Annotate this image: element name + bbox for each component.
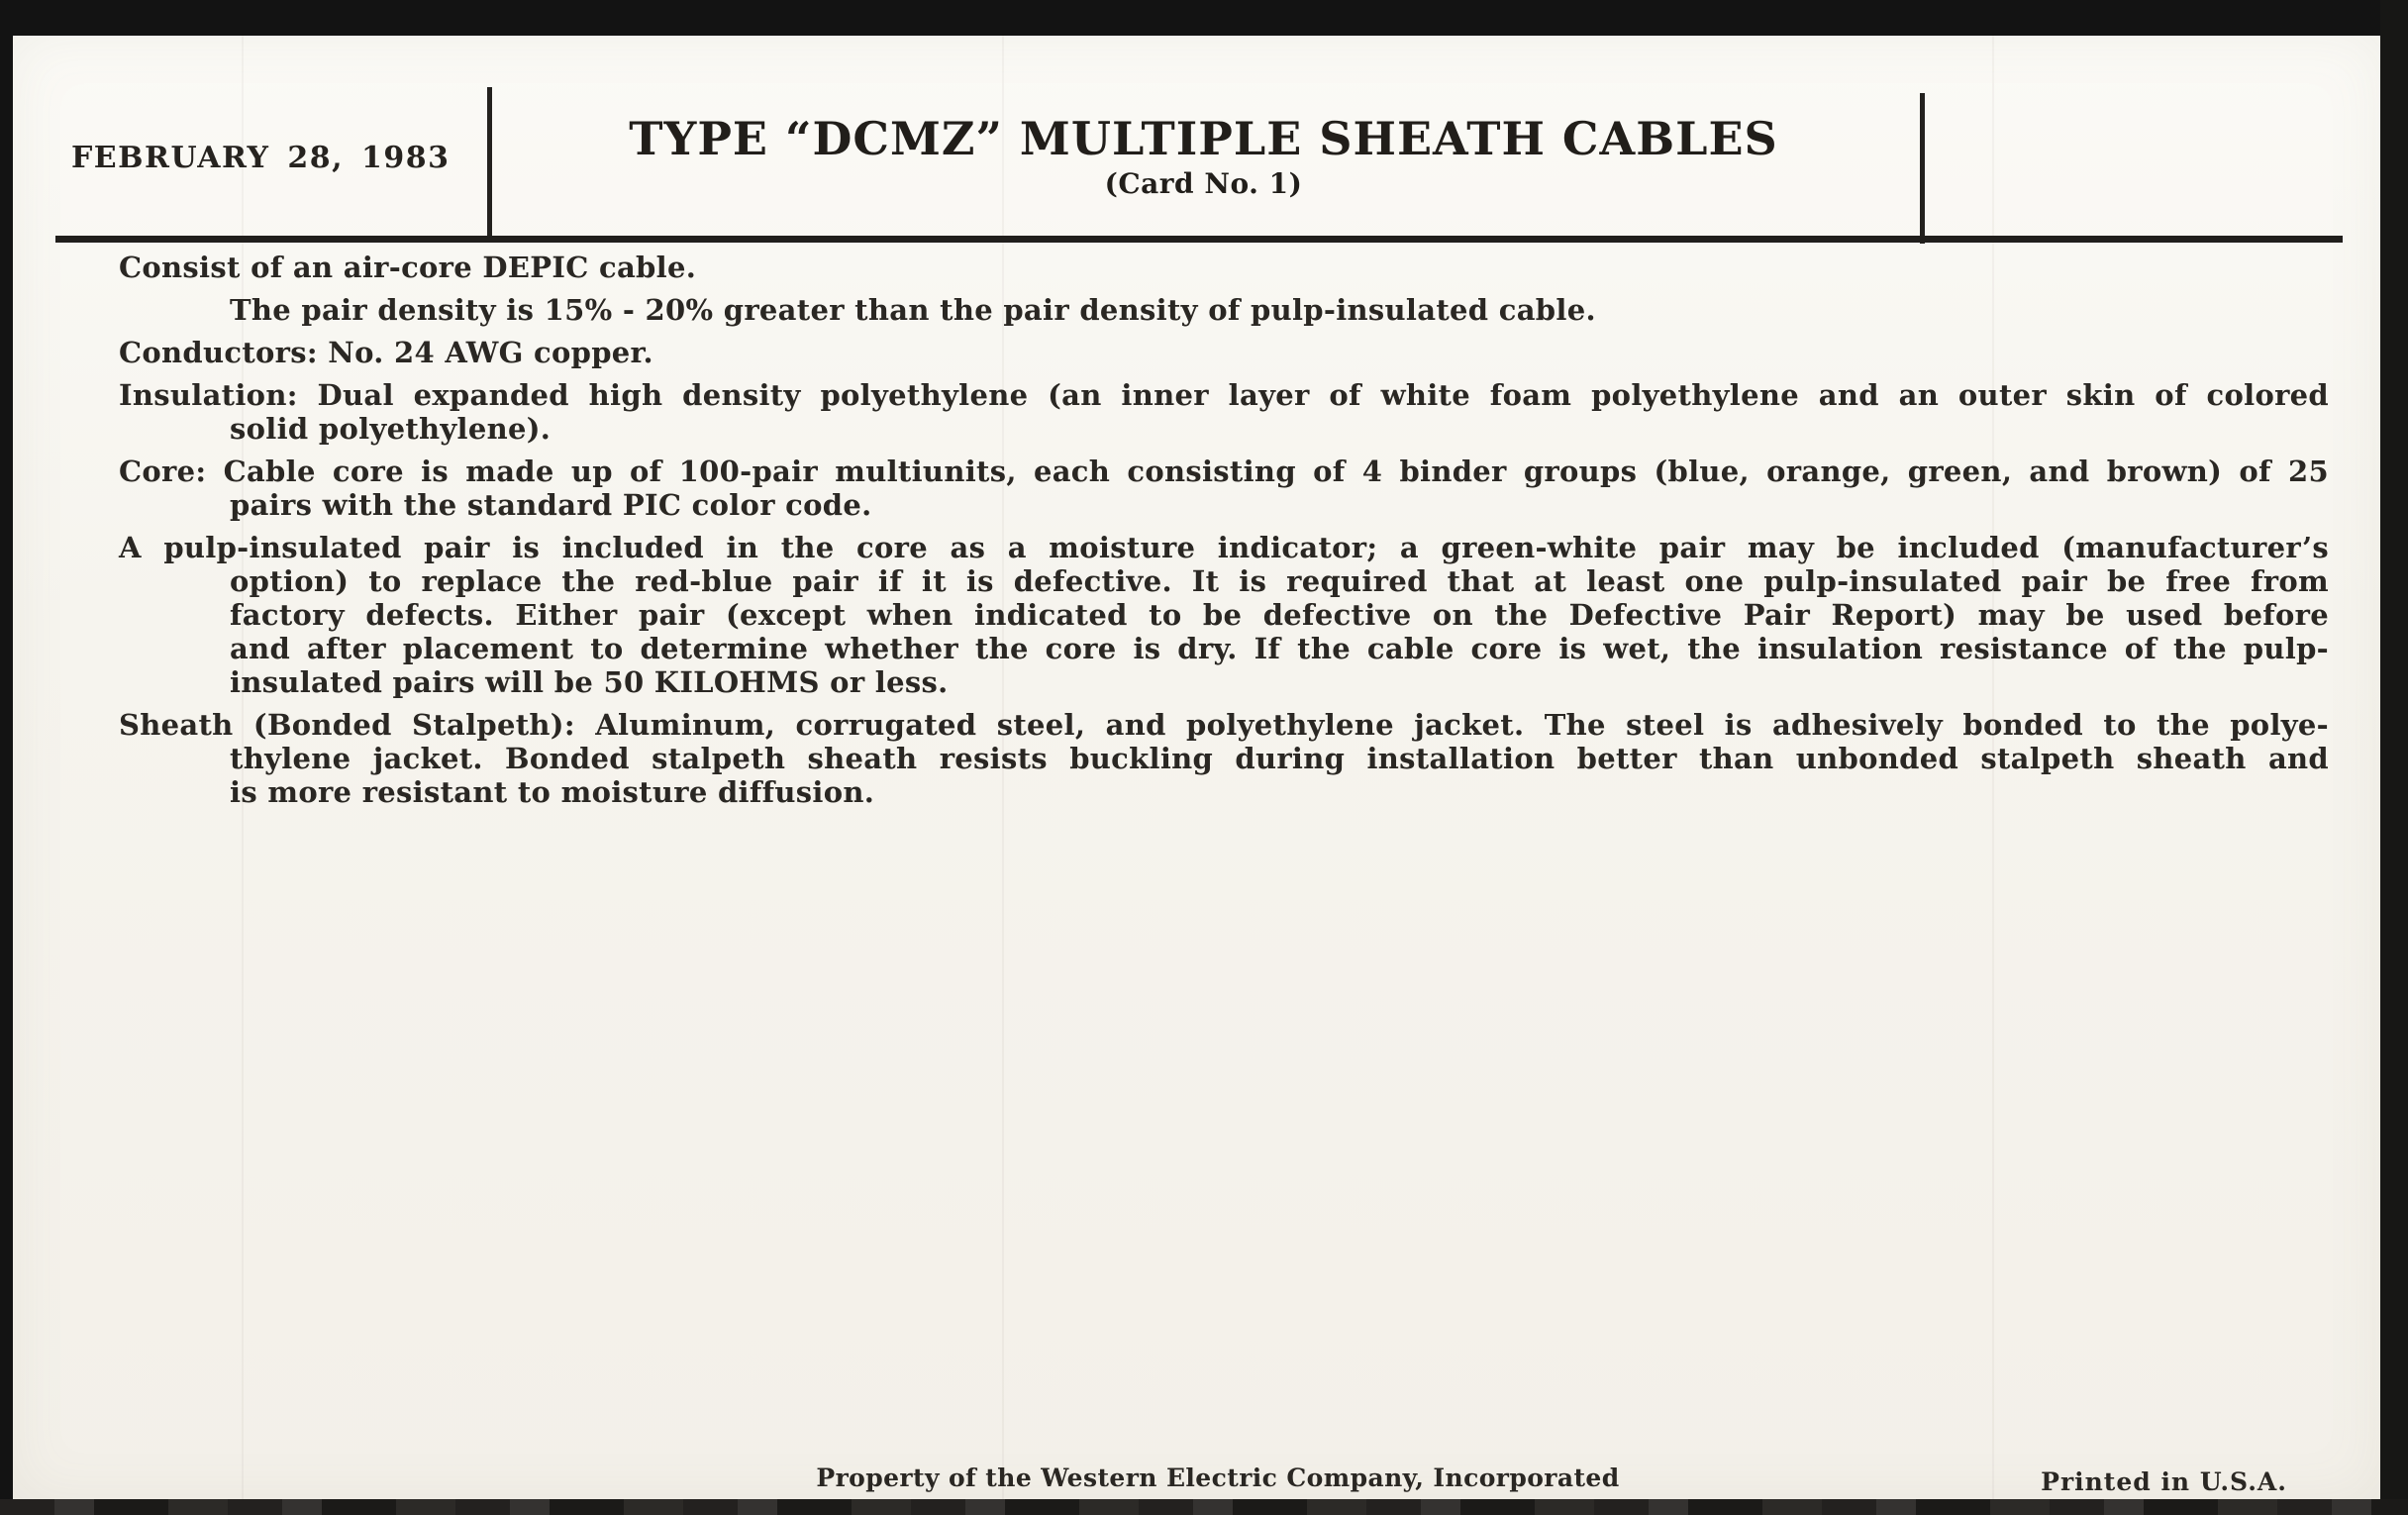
text-line: Insulation: Dual expanded high density polyethylene (an inner layer of white foam polyethylene and an outer skin of colored [119,378,2329,412]
scan-right-edge [2380,0,2408,1515]
text-line: pairs with the standard PIC color code. [230,488,872,522]
text-line: solid polyethylene). [230,412,552,446]
paragraph [119,454,2329,522]
scan-top-edge [0,0,2408,36]
footer-printed-in: Printed in U.S.A. [2041,1467,2287,1496]
text-line: option) to replace the red-blue pair if it is defective. It is required that at least one pulp-insulated pair be free from [230,564,2329,598]
text-line: and after placement to determine whether the core is dry. If the cable core is wet, the insulation resistance of the pulp- [230,632,2329,665]
header-divider-right [1920,93,1925,244]
text-line: factory defects. Either pair (except when indicated to be defective on the Defective Pair Report) may be used before [230,598,2329,632]
paragraph [119,531,2329,699]
text-line: A pulp-insulated pair is included in the core as a moisture indicator; a green-white pair may be included (manufacturer’s [119,531,2329,564]
card-subtitle: (Card No. 1) [1104,167,1303,200]
title-block [487,112,1920,200]
text-line: thylene jacket. Bonded stalpeth sheath resists buckling during installation better than unbonded stalpeth sheath and [230,742,2329,775]
header-rule [55,236,2343,243]
text-line: is more resistant to moisture diffusion. [230,775,875,809]
card-title: TYPE “DCMZ” MULTIPLE SHEATH CABLES [629,112,1778,165]
text-line: insulated pairs will be 50 KILOHMS or less. [230,665,949,699]
text-line: Core: Cable core is made up of 100-pair multiunits, each consisting of 4 binder groups (blue, orange, green, and brown) of 25 [119,454,2329,488]
paragraph [119,378,2329,446]
footer-property-notice: Property of the Western Electric Company, Incorporated [816,1464,1620,1492]
paragraph [119,336,2329,369]
text-line: The pair density is 15% - 20% greater than the pair density of pulp-insulated cable. [230,293,1596,327]
paragraph [119,708,2329,809]
text-line: Sheath (Bonded Stalpeth): Aluminum, corrugated steel, and polyethylene jacket. The steel is adhesively bonded to the polye- [119,708,2329,742]
body-text [119,251,2329,818]
scan-left-edge [0,0,13,1515]
paragraph [119,251,2329,284]
paragraph [119,293,2329,327]
header-date: FEBRUARY 28, 1983 [71,141,451,175]
scan-bottom-edge [0,1499,2408,1515]
text-line: Consist of an air-core DEPIC cable. [119,251,697,284]
text-line: Conductors: No. 24 AWG copper. [119,336,653,369]
